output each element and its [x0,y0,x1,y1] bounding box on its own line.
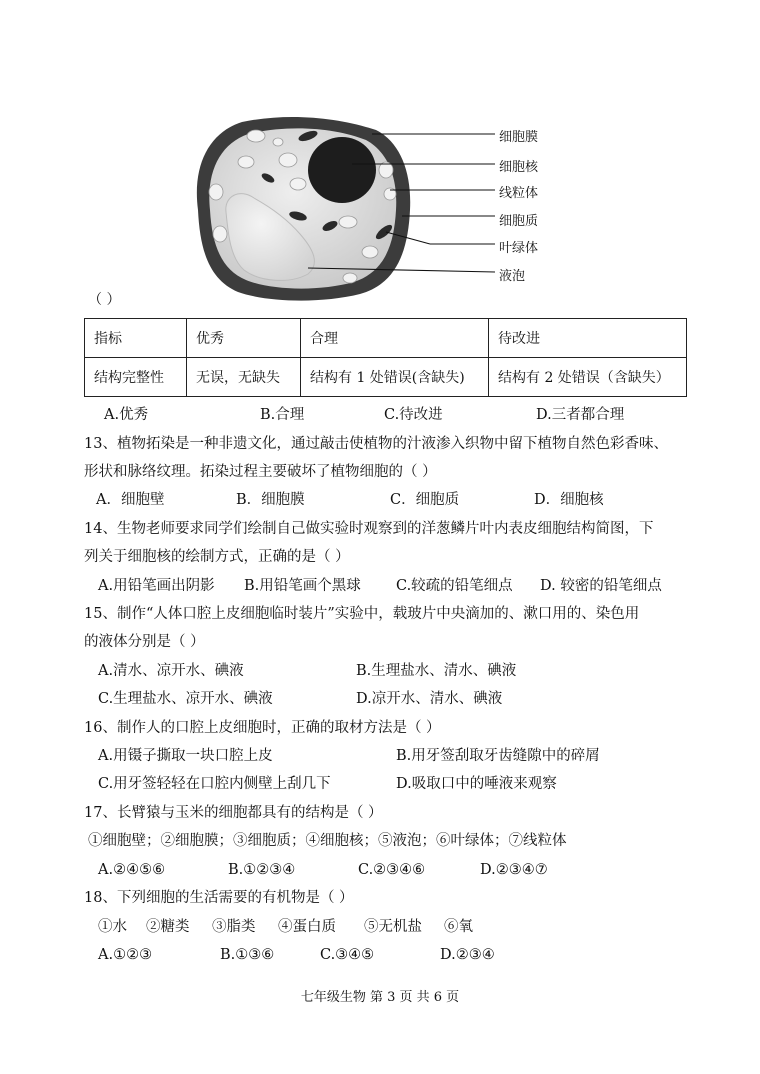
q17-stem: 17、长臂猿与玉米的细胞都具有的结构是（ ） [84,805,383,821]
q12-option-b: B.合理 [260,407,305,423]
q13-stem: 形状和脉络纹理。拓染过程主要破坏了植物细胞的（ ） [84,464,437,480]
label-mitochondria: 线粒体 [499,186,539,201]
q13-stem: 13、植物拓染是一种非遗文化，通过敲击使植物的汁液渗入织物中留下植物自然色彩香味、 [84,436,668,452]
q14-option-d: D. 较密的铅笔细点 [540,578,662,594]
q17-option-b: B.①②③④ [228,862,296,878]
q18-option-a: A.①②③ [98,947,153,963]
q12-option-a: A.优秀 [104,407,149,423]
q13-option-b: B．细胞膜 [236,492,305,508]
label-nucleus: 细胞核 [499,160,539,175]
q16-option-c: C.用牙签轻轻在口腔内侧壁上刮几下 [98,776,331,792]
q18-item: ⑤无机盐 [364,919,422,935]
q15-option-d: D.凉开水、清水、碘液 [356,691,503,707]
q18-option-c: C.③④⑤ [320,947,375,963]
q18-option-d: D.②③④ [440,947,495,963]
q15-option-a: A.清水、凉开水、碘液 [98,663,244,679]
q15-stem: 的液体分别是（ ） [84,634,205,650]
q16-stem: 16、制作人的口腔上皮细胞时，正确的取材方法是（ ） [84,720,441,736]
q14-option-b: B.用铅笔画个黑球 [244,578,361,594]
q14-stem: 14、生物老师要求同学们绘制自己做实验时观察到的洋葱鳞片叶内表皮细胞结构简图，下 [84,521,654,537]
q13-option-d: D．细胞核 [534,492,604,508]
q14-option-a: A.用铅笔画出阴影 [98,578,215,594]
q13-option-a: A．细胞壁 [96,492,165,508]
table-header-cell: 合理 [301,319,489,358]
q16-option-b: B.用牙签刮取牙齿缝隙中的碎屑 [396,748,600,764]
table-header-cell: 指标 [85,319,187,358]
table-header-row [85,319,687,358]
q15-option-c: C.生理盐水、凉开水、碘液 [98,691,273,707]
label-cytoplasm: 细胞质 [499,214,539,229]
q18-item: ②糖类 [146,919,190,935]
table-cell: 结构有 2 处错误（含缺失） [489,358,687,397]
q17-option-a: A.②④⑤⑥ [98,862,166,878]
q18-item: ①水 [98,919,127,935]
q15-stem: 15、制作“人体口腔上皮细胞临时装片”实验中，载玻片中央滴加的、漱口用的、染色用 [84,606,640,622]
q12-option-d: D.三者都合理 [536,407,625,423]
q16-option-d: D.吸取口中的唾液来观察 [396,776,557,792]
q17-option-c: C.②③④⑥ [358,862,426,878]
label-vacuole: 液泡 [499,269,526,284]
q17-option-d: D.②③④⑦ [480,862,548,878]
q12-option-c: C.待改进 [384,407,443,423]
page-footer: 七年级生物 第 3 页 共 6 页 [300,990,460,1005]
table-cell: 无误，无缺失 [187,358,301,397]
q16-option-a: A.用镊子撕取一块口腔上皮 [98,748,273,764]
q12-answer-paren: （ ） [88,292,121,308]
rubric-table [84,318,687,397]
nucleus [308,137,376,203]
table-cell: 结构完整性 [85,358,187,397]
q18-item: ③脂类 [212,919,256,935]
table-cell: 结构有 1 处错误(含缺失) [301,358,489,397]
table-header-cell: 待改进 [489,319,687,358]
q18-stem: 18、下列细胞的生活需要的有机物是（ ） [84,890,354,906]
label-chloroplast: 叶绿体 [499,241,539,256]
q14-stem: 列关于细胞核的绘制方式，正确的是（ ） [84,549,350,565]
label-cell-membrane: 细胞膜 [499,130,539,145]
q18-option-b: B.①③⑥ [220,947,275,963]
table-row [85,358,687,397]
q13-option-c: C．细胞质 [390,492,460,508]
q17-items: ①细胞壁；②细胞膜；③细胞质；④细胞核；⑤液泡；⑥叶绿体；⑦线粒体 [88,833,567,849]
q15-option-b: B.生理盐水、清水、碘液 [356,663,517,679]
q18-item: ⑥氧 [444,919,473,935]
q18-item: ④蛋白质 [278,919,336,935]
q14-option-c: C.较疏的铅笔细点 [396,578,513,594]
table-header-cell: 优秀 [187,319,301,358]
